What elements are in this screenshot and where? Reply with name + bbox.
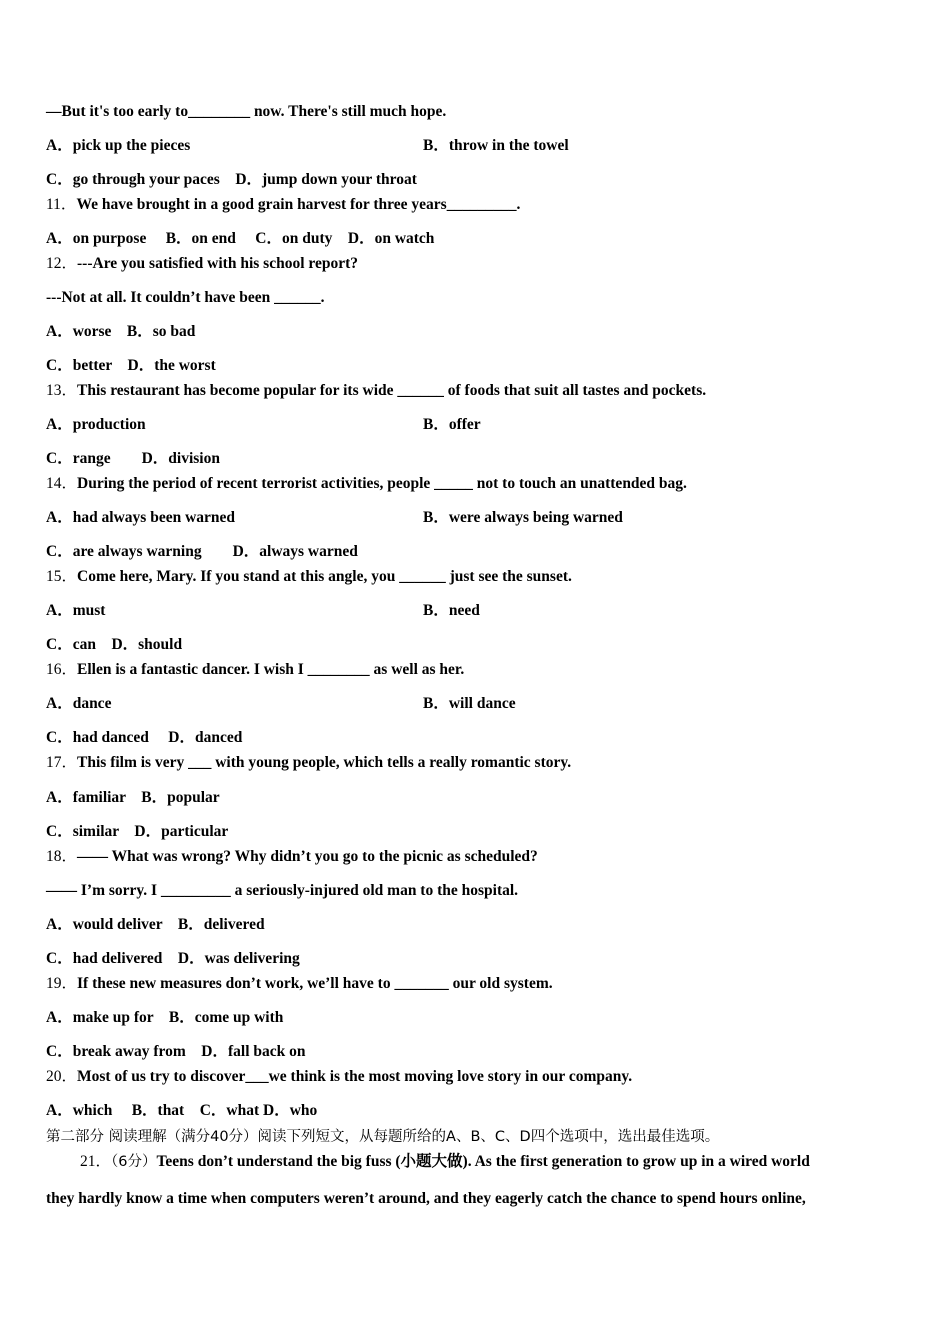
question-number: 21． <box>80 1153 112 1170</box>
q17-options-ab: A．familiar B．popular <box>46 789 220 806</box>
q12-options-ab: A．worse B．so bad <box>46 323 196 340</box>
q21-line1 <box>80 1152 810 1172</box>
q19-stem-line <box>46 974 553 994</box>
q13-option-a: A．production <box>46 416 146 433</box>
q16-stem-line <box>46 660 464 680</box>
q13-options-cd: C．range D．division <box>46 450 220 467</box>
q18-options-cd: C．had delivered D．was delivering <box>46 950 300 967</box>
q15-options-row1 <box>46 601 480 621</box>
q15-option-b: B．need <box>423 602 480 619</box>
q15-stem: Come here, Mary. If you stand at this angle, you ______ just see the sunset. <box>77 568 572 585</box>
question-number: 11． <box>46 196 77 213</box>
q19-stem: If these new measures don’t work, we’ll have to _______ our old system. <box>77 975 553 992</box>
q17-stem-line <box>46 753 571 773</box>
q10-option-cd: C．go through your paces D．jump down your throat <box>46 171 417 188</box>
q18-options-ab: A．would deliver B．delivered <box>46 916 265 933</box>
q18-stem-line2: —— I’m sorry. I _________ a seriously-injured old man to the hospital. <box>46 882 519 899</box>
q12-stem-line <box>46 254 358 274</box>
q15-options-cd: C．can D．should <box>46 636 183 653</box>
section-heading: 第二部分 阅读理解（满分40分）阅读下列短文，从每题所给的A、B、C、D四个选项中，选出最佳选项。 <box>46 1129 720 1145</box>
q14-stem: During the period of recent terrorist activities, people _____ not to touch an unattended bag. <box>77 475 687 492</box>
q18-stem: —— What was wrong? Why didn’t you go to the picnic as scheduled? <box>77 848 538 865</box>
q17-options-cd: C．similar D．particular <box>46 823 229 840</box>
question-number: 18． <box>46 848 78 865</box>
question-number: 17． <box>46 754 78 771</box>
q14-option-a: A．had always been warned <box>46 509 236 526</box>
q19-options-cd: C．break away from D．fall back on <box>46 1043 306 1060</box>
q13-stem-line <box>46 381 706 401</box>
q15-option-a: A．must <box>46 602 106 619</box>
q16-option-b: B．will dance <box>423 695 516 712</box>
q14-option-b: B．were always being warned <box>423 509 623 526</box>
q12-options-cd: C．better D．the worst <box>46 357 216 374</box>
q11-stem-line <box>46 195 520 215</box>
q10-stem: —But it's too early to________ now. There's still much hope. <box>46 103 447 120</box>
q19-options-ab: A．make up for B．come up with <box>46 1009 284 1026</box>
question-number: 14． <box>46 475 78 492</box>
q21-text1: Teens don’t understand the big fuss (小题大做). As the first generation to grow up in a wired world <box>156 1153 810 1170</box>
q10-option-a: A．pick up the pieces <box>46 137 191 154</box>
question-number: 20． <box>46 1068 78 1085</box>
q14-stem-line <box>46 474 687 494</box>
q13-stem: This restaurant has become popular for its wide ______ of foods that suit all tastes and pockets. <box>77 382 707 399</box>
question-number: 15． <box>46 568 78 585</box>
q10-options-row1 <box>46 136 569 156</box>
q16-options-row1 <box>46 694 516 714</box>
q13-option-b: B．offer <box>423 416 481 433</box>
q18-stem-line <box>46 847 538 867</box>
q17-stem: This film is very ___ with young people, which tells a really romantic story. <box>77 754 572 771</box>
q20-stem-line <box>46 1067 632 1087</box>
q16-options-cd: C．had danced D．danced <box>46 729 243 746</box>
q16-option-a: A．dance <box>46 695 112 712</box>
question-number: 16． <box>46 661 78 678</box>
q12-stem: ---Are you satisfied with his school report? <box>77 255 359 272</box>
q11-options: A．on purpose B．on end C．on duty D．on watch <box>46 230 435 247</box>
q20-stem: Most of us try to discover___we think is the most moving love story in our company. <box>77 1068 633 1085</box>
question-number: 13． <box>46 382 78 399</box>
q12-stem-line2: ---Not at all. It couldn’t have been ______. <box>46 289 325 306</box>
q13-options-row1 <box>46 415 481 435</box>
q16-stem: Ellen is a fantastic dancer. I wish I ________ as well as her. <box>77 661 465 678</box>
q10-option-b: B．throw in the towel <box>423 137 569 154</box>
q21-score: （6分） <box>111 1154 157 1170</box>
q11-stem: We have brought in a good grain harvest for three years_________. <box>76 196 521 213</box>
q14-options-row1 <box>46 508 623 528</box>
question-number: 19． <box>46 975 78 992</box>
q15-stem-line <box>46 567 572 587</box>
q21-line2: they hardly know a time when computers weren’t around, and they eagerly catch the chance to spend hours online, <box>46 1190 806 1207</box>
question-number: 12． <box>46 255 78 272</box>
q20-options: A．which B．that C．what D．who <box>46 1102 318 1119</box>
q14-options-cd: C．are always warning D．always warned <box>46 543 358 560</box>
